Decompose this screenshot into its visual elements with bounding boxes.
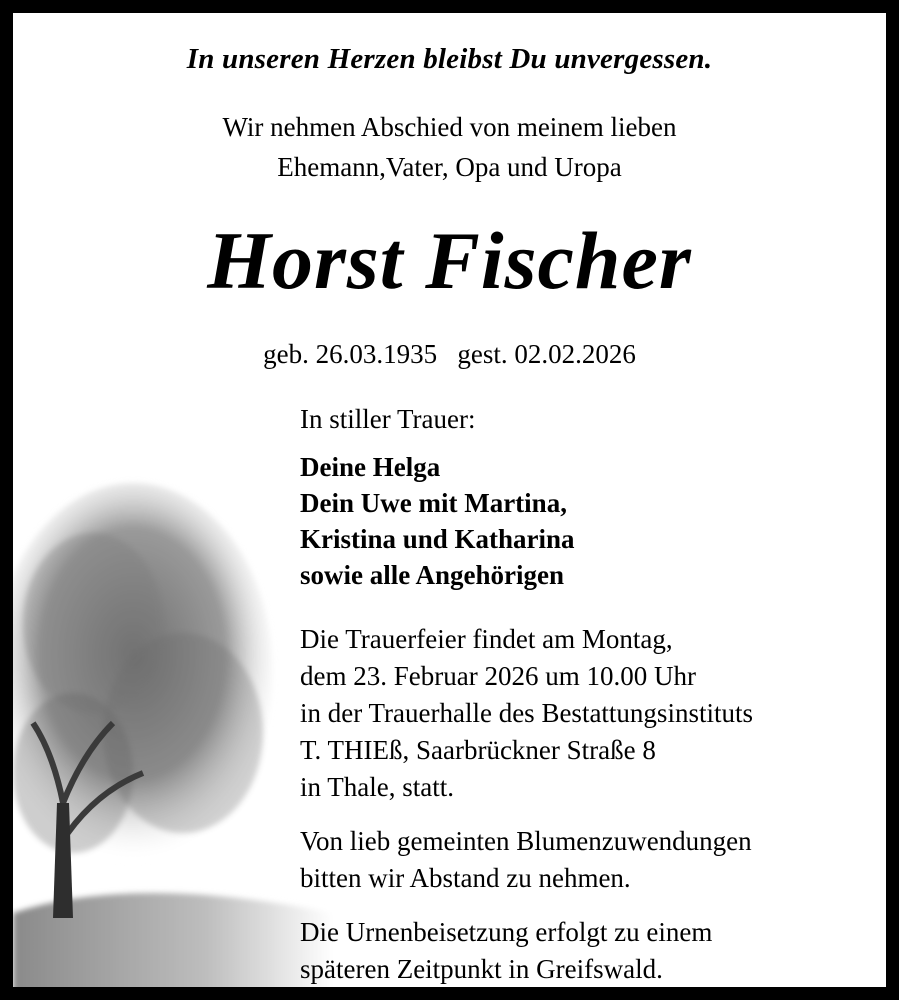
family-line: Kristina und Katharina (300, 524, 575, 554)
family-line: sowie alle Angehörigen (300, 560, 564, 590)
intro-text (13, 107, 886, 187)
grief-label: In stiller Trauer: (300, 404, 476, 434)
flowers-line: bitten wir Abstand zu nehmen. (300, 863, 631, 893)
family-line: Dein Uwe mit Martina, (300, 488, 567, 518)
intro-line: Wir nehmen Abschied von meinem lieben (222, 112, 677, 142)
life-dates (13, 334, 886, 374)
flowers-line: Von lieb gemeinten Blumenzuwendungen (300, 826, 752, 856)
urn-line: Die Urnenbeisetzung erfolgt zu einem (300, 917, 713, 947)
tree-on-hill-image (13, 473, 333, 1000)
service-line: Die Trauerfeier findet am Montag, (300, 624, 673, 654)
family-line: Deine Helga (300, 452, 441, 482)
family-list (300, 449, 575, 593)
service-line: in Thale, statt. (300, 772, 454, 802)
intro-line: Ehemann,Vater, Opa und Uropa (277, 152, 622, 182)
service-line: in der Trauerhalle des Bestattungsinstituts (300, 698, 753, 728)
urn-line: späteren Zeitpunkt in Greifswald. (300, 954, 663, 984)
service-info (300, 621, 753, 806)
urn-note (300, 914, 712, 988)
service-line: T. THIEß, Saarbrückner Straße 8 (300, 735, 656, 765)
death-date: gest. 02.02.2026 (457, 339, 636, 369)
flowers-note (300, 823, 752, 897)
deceased-name: Horst Fischer (207, 215, 692, 306)
birth-date: geb. 26.03.1935 (263, 339, 438, 369)
service-line: dem 23. Februar 2026 um 10.00 Uhr (300, 661, 696, 691)
motto: In unseren Herzen bleibst Du unvergessen. (186, 43, 713, 75)
